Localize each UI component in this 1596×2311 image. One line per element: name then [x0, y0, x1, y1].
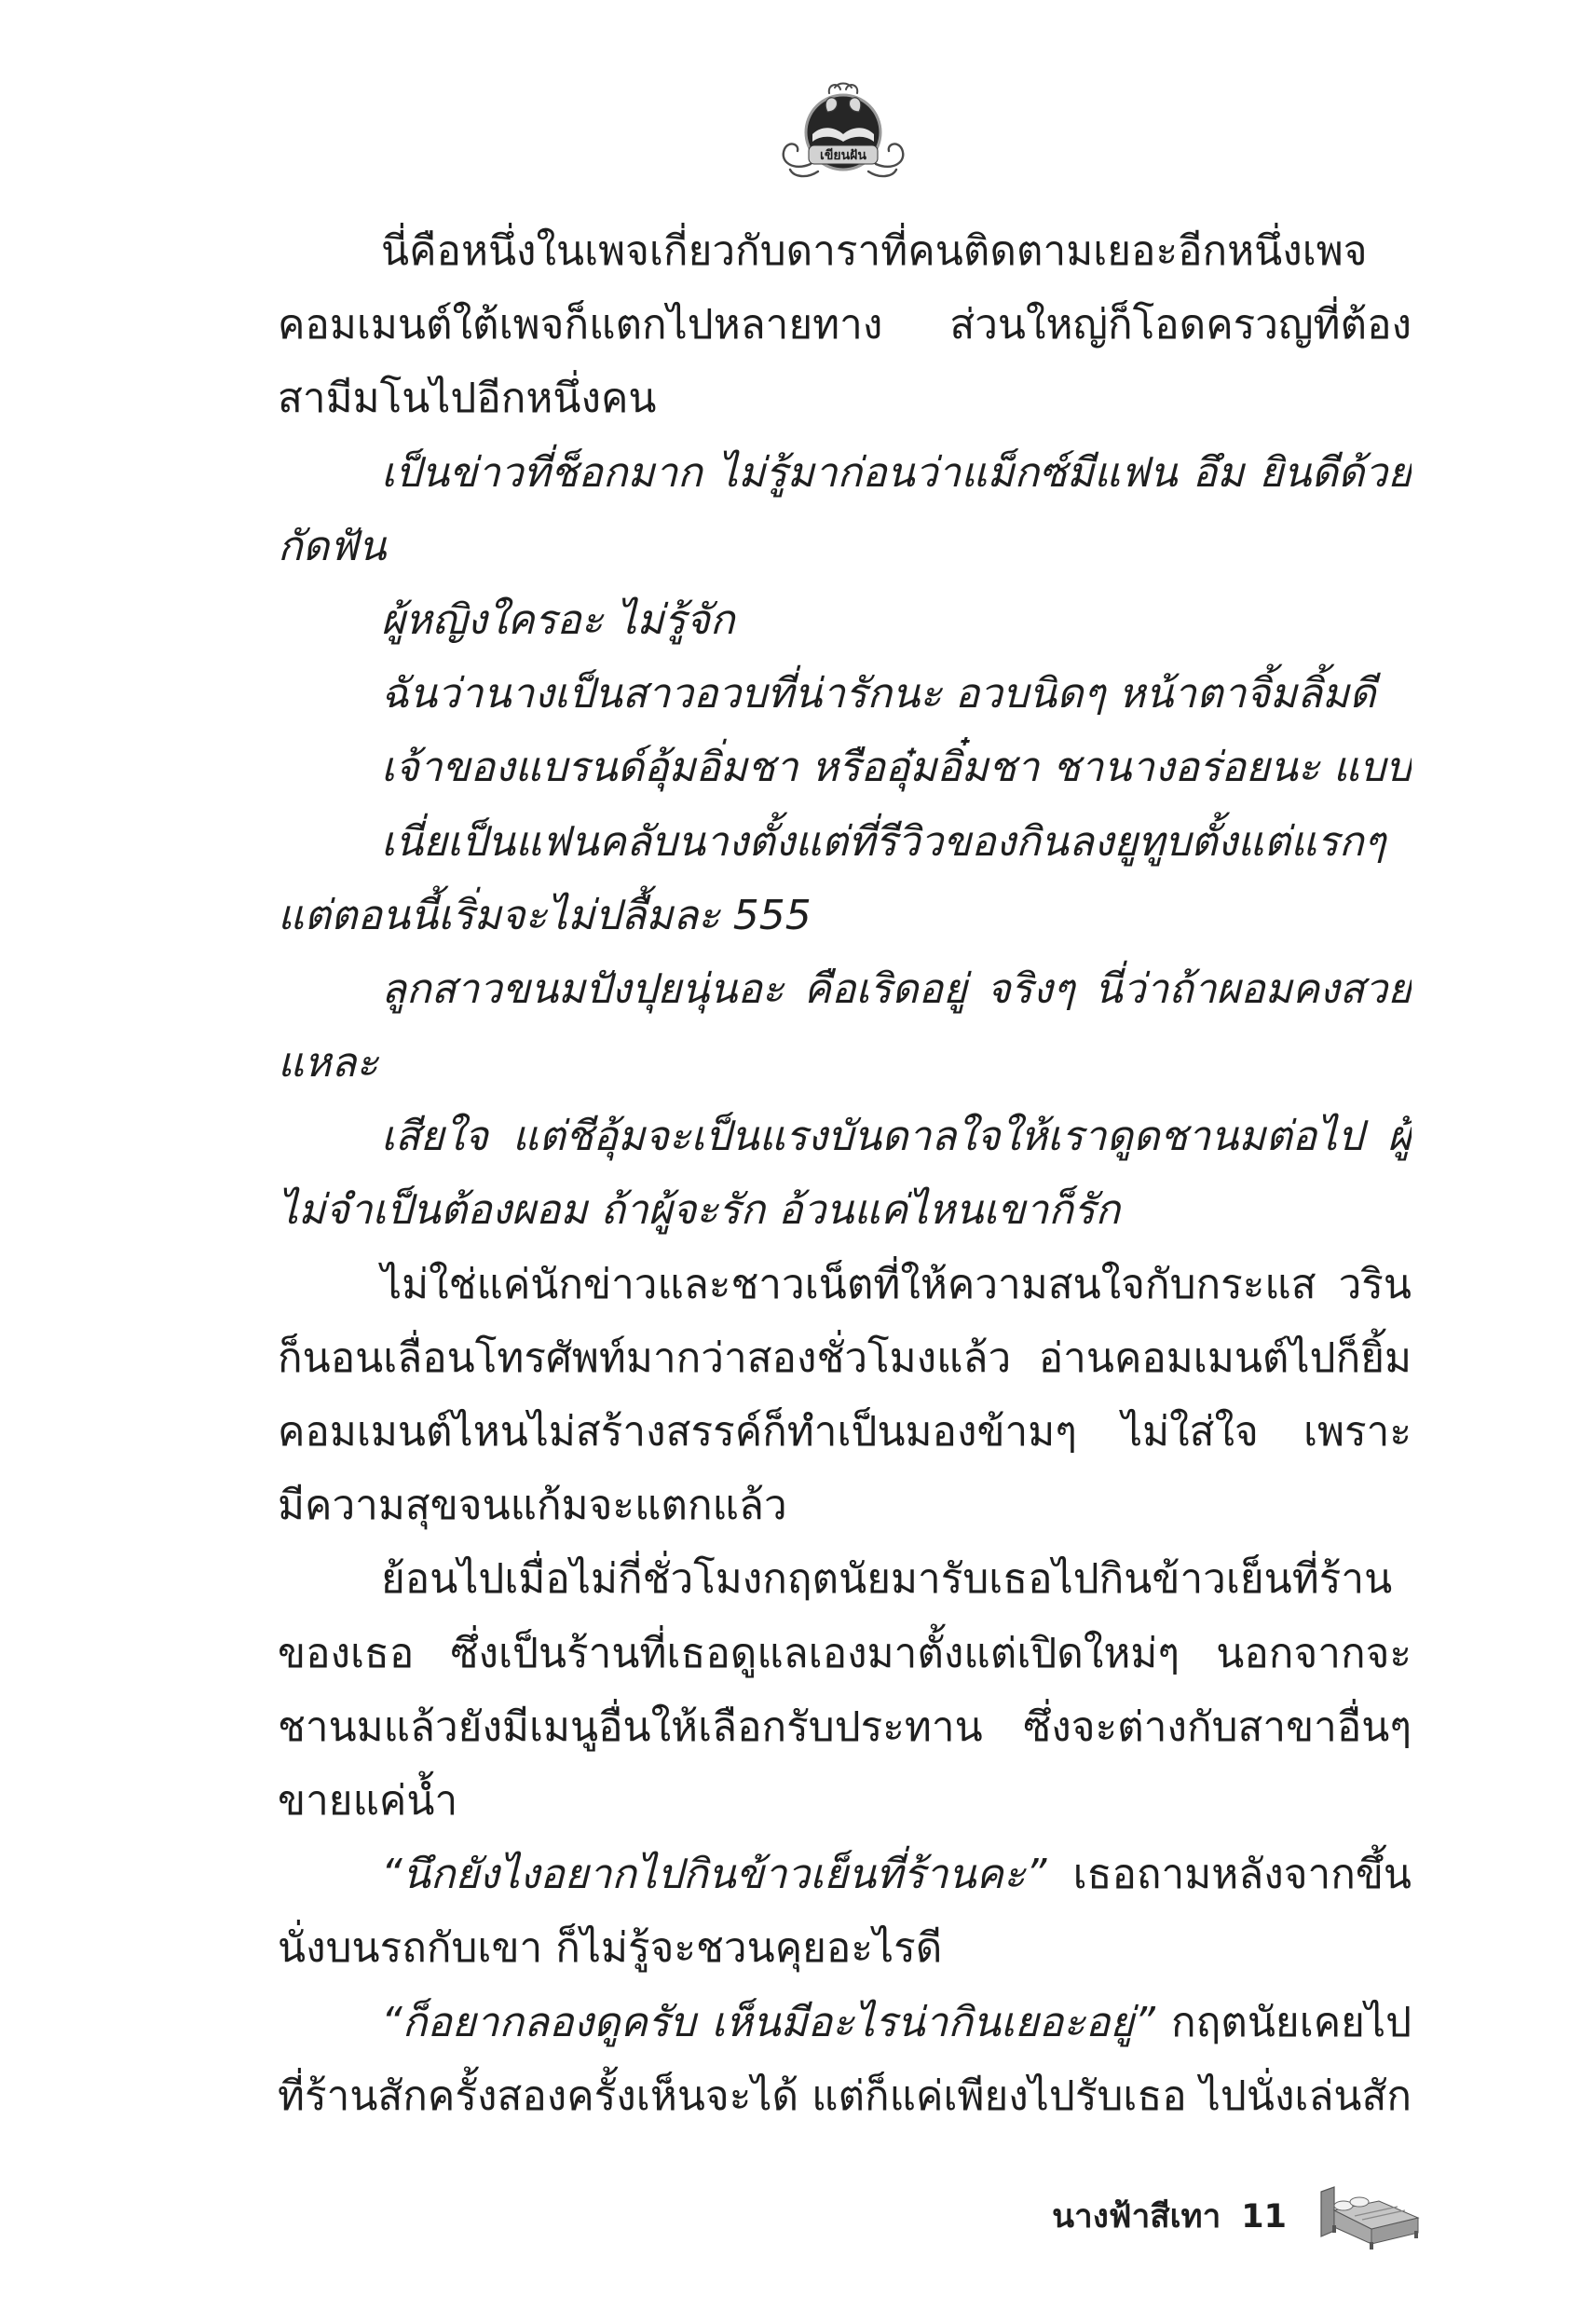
- text-line: คอมเมนต์ไหนไม่สร้างสรรค์ก็ทำเป็นมองข้ามๆ ไม่ใส่ใจ เพราะ: [278, 1408, 1412, 1456]
- paragraph: [278, 1100, 1412, 1247]
- paragraph: [278, 214, 1412, 436]
- paragraph: [278, 583, 1412, 657]
- text-line: กัดฟัน: [278, 522, 387, 570]
- paragraph: [278, 436, 1412, 583]
- text-line: เสียใจ แต่ชีอุ้มจะเป็นแรงบันดาลใจให้เราดูดชานมต่อไป ผู้: [381, 1113, 1412, 1161]
- text-line: สามีมโนไปอีกหนึ่งคน: [278, 375, 657, 423]
- text-line: ไม่ใช่แค่นักข่าวและชาวเน็ตที่ให้ความสนใจกับกระแส วริน: [381, 1260, 1412, 1308]
- paragraph: [278, 1838, 1412, 1985]
- paragraph: [278, 805, 1412, 952]
- text-line: แหละ: [278, 1039, 378, 1087]
- page-number: 11: [1241, 2198, 1287, 2236]
- text-line: ย้อนไปเมื่อไม่กี่ชั่วโมงกฤตนัยมารับเธอไปกินข้าวเย็นที่ร้าน: [381, 1555, 1393, 1604]
- dialogue-quote: “ก็อยากลองดูครับ เห็นมีอะไรน่ากินเยอะอยู่”: [381, 1998, 1155, 2046]
- text-line: แต่ตอนนี้เริ่มจะไม่ปลื้มละ 555: [278, 891, 812, 939]
- paragraph: [278, 1248, 1412, 1543]
- publisher-emblem-icon: [773, 78, 913, 183]
- text-line: คอมเมนต์ใต้เพจก็แตกไปหลายทาง ส่วนใหญ่ก็โอดครวญที่ต้อง: [278, 301, 1412, 349]
- narration-text: กฤตนัยเคยไป: [1154, 1998, 1412, 2046]
- text-line: ชานมแล้วยังมีเมนูอื่นให้เลือกรับประทาน ซึ่งจะต่างกับสาขาอื่นๆ: [278, 1702, 1412, 1751]
- running-footer-title: นางฟ้าสีเทา: [1052, 2198, 1221, 2236]
- text-line: ที่ร้านสักครั้งสองครั้งเห็นจะได้ แต่ก็แค่เพียงไปรับเธอ ไปนั่งเล่นสัก: [278, 2072, 1412, 2120]
- logo-text: เขียนฝัน: [820, 148, 866, 163]
- text-line: ลูกสาวขนมปังปุยนุ่นอะ คือเริดอยู่ จริงๆ นี่ว่าถ้าผอมคงสวย: [381, 964, 1412, 1013]
- text-line: นั่งบนรถกับเขา ก็ไม่รู้จะชวนคุยอะไรดี: [278, 1924, 943, 1973]
- text-line: ผู้หญิงใครอะ ไม่รู้จัก: [381, 595, 735, 644]
- text-line: ฉันว่านางเป็นสาวอวบที่น่ารักนะ อวบนิดๆ หน้าตาจิ้มลิ้มดี: [381, 670, 1376, 718]
- text-line: นี่คือหนึ่งในเพจเกี่ยวกับดาราที่คนติดตามเยอะอีกหนึ่งเพจ: [381, 227, 1368, 275]
- dialogue-quote: “นึกยังไงอยากไปกินข้าวเย็นที่ร้านคะ”: [381, 1851, 1047, 1899]
- text-line: ก็นอนเลื่อนโทรศัพท์มากว่าสองชั่วโมงแล้ว อ่านคอมเมนต์ไปก็ยิ้ม: [278, 1333, 1412, 1382]
- page-footer: [1052, 2194, 1287, 2240]
- text-line: ขายแค่น้ำ: [278, 1776, 458, 1825]
- paragraph: [278, 657, 1412, 731]
- text-line: เจ้าของแบรนด์อุ้มอิ่มชา หรืออุ๋มอิ๋มชา ชานางอร่อยนะ แบบ: [381, 744, 1412, 792]
- text-line: เป็นข่าวที่ช็อกมาก ไม่รู้มาก่อนว่าแม็กซ์มีแฟน อึม ยินดีด้วย: [381, 448, 1412, 497]
- bed-icon: [1317, 2182, 1422, 2251]
- text-line: [278, 1986, 1412, 2059]
- paragraph: [278, 952, 1412, 1100]
- paragraph: [278, 1986, 1412, 2133]
- paragraph: [278, 731, 1412, 804]
- text-line: [278, 1838, 1412, 1911]
- text-line: มีความสุขจนแก้มจะแตกแล้ว: [278, 1482, 787, 1530]
- text-line: ไม่จำเป็นต้องผอม ถ้าผู้จะรัก อ้วนแค่ไหนเขาก็รัก: [278, 1186, 1121, 1235]
- text-line: เนี่ยเป็นแฟนคลับนางตั้งแต่ที่รีวิวของกินลงยูทูบตั้งแต่แรกๆ: [381, 817, 1386, 866]
- narration-text: เธอถามหลังจากขึ้น: [1072, 1851, 1412, 1899]
- paragraph: [278, 1542, 1412, 1838]
- body-text: [278, 214, 1412, 2133]
- text-line: ของเธอ ซึ่งเป็นร้านที่เธอดูแลเองมาตั้งแต่เปิดใหม่ๆ นอกจากจะ: [278, 1629, 1412, 1677]
